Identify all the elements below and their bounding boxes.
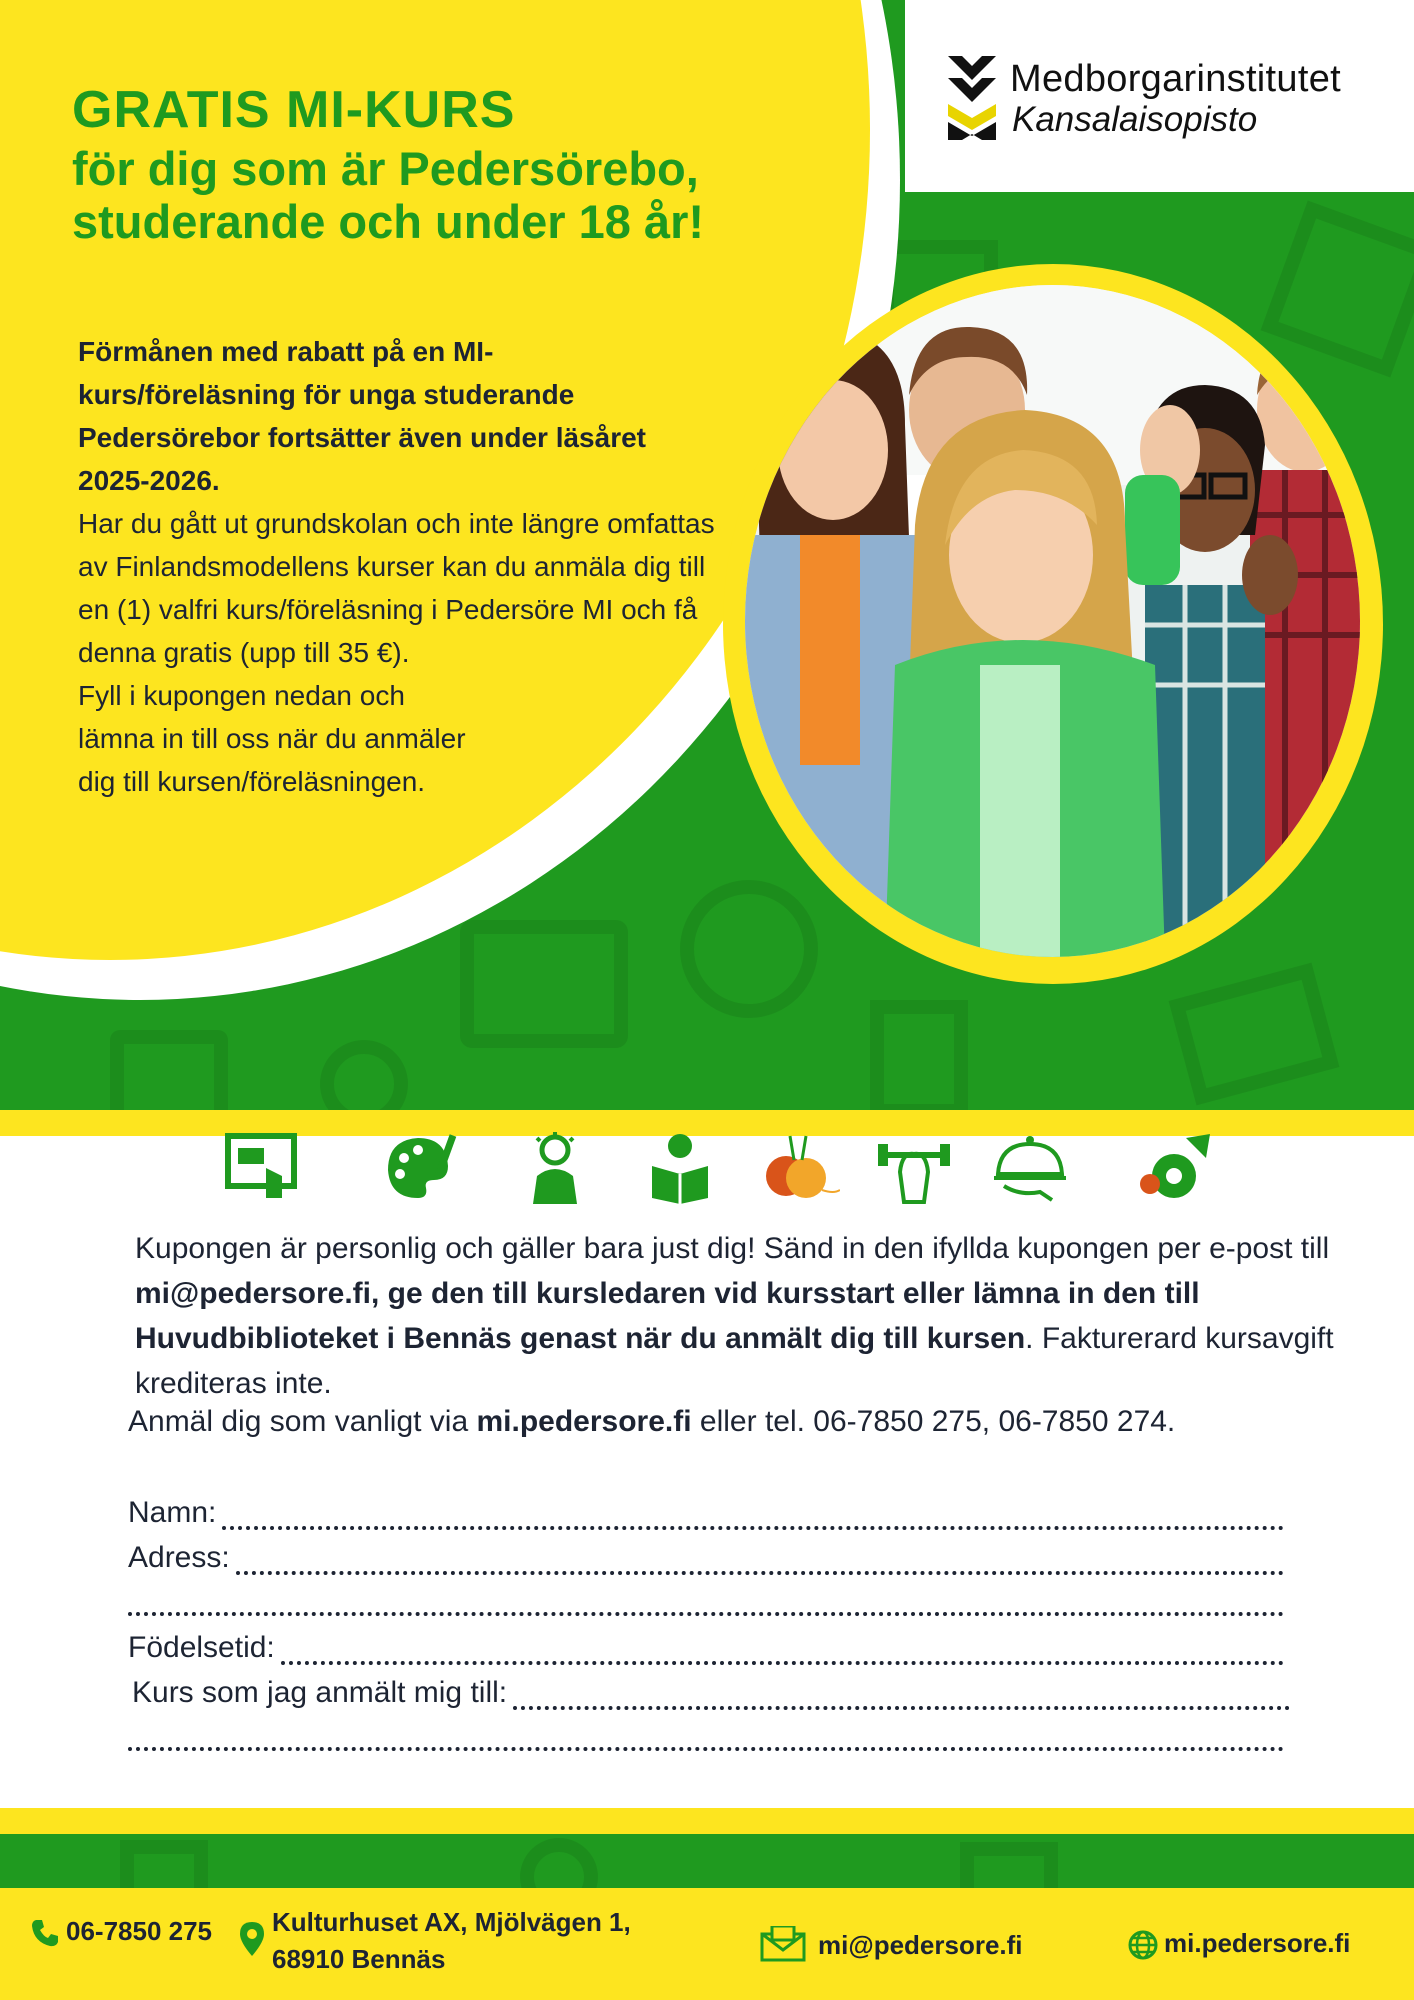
course-field-line-2[interactable] <box>128 1721 1284 1751</box>
footer-website[interactable]: mi.pedersore.fi <box>1164 1928 1351 1958</box>
pattern-shape <box>680 880 818 1018</box>
body-paragraph-2-line-2: lämna in till oss när du anmäler <box>78 723 466 754</box>
palette-icon <box>382 1132 462 1204</box>
yellow-stripe-bottom <box>0 1808 1414 1834</box>
logo-name: Medborgarinstitutet <box>1010 58 1341 100</box>
green-pattern-band <box>0 1834 1414 1888</box>
info-bold-2: mi.pedersore.fi <box>476 1405 692 1438</box>
footer-phone[interactable]: 06-7850 275 <box>66 1916 213 1946</box>
info-text-2: . Fakturerard kursavgift krediteras inte. <box>135 1322 1334 1400</box>
location-pin-icon <box>240 1922 264 1956</box>
footer-address <box>272 1904 631 1978</box>
footer-address-line-1: Kulturhuset AX, Mjölvägen 1, <box>272 1907 631 1937</box>
form-label-course: Kurs som jag anmält mig till: <box>132 1676 508 1709</box>
footer-email[interactable]: mi@pedersore.fi <box>818 1930 1023 1960</box>
info-text-1: Kupongen är personlig och gäller bara just dig! Sänd in den ifyllda kupongen per e-post till <box>135 1232 1330 1265</box>
pattern-shape <box>870 1000 968 1110</box>
pattern-shape <box>110 1030 228 1110</box>
info-bold-1: mi@pedersore.fi, ge den till kursledaren vid kursstart eller lämna in den till Huvudbiblioteket i Bennäs genast när du anmält dig till kursen <box>135 1277 1200 1355</box>
logo-icon <box>948 56 996 140</box>
headline-title: GRATIS MI-KURS <box>72 81 516 139</box>
form-row-address-extra <box>128 1586 1284 1616</box>
course-field[interactable] <box>513 1680 1290 1710</box>
form-row-course <box>132 1676 1290 1710</box>
pattern-shape <box>120 1840 208 1888</box>
body-paragraph-2-line-1: Fyll i kupongen nedan och <box>78 680 405 711</box>
sports-ball-icon <box>1134 1132 1214 1204</box>
address-field[interactable] <box>236 1545 1284 1575</box>
pattern-shape <box>960 1842 1058 1888</box>
computer-touch-icon <box>222 1132 302 1204</box>
registration-info <box>128 1405 1408 1439</box>
info-text-4: eller tel. 06-7850 275, 06-7850 274. <box>691 1405 1176 1438</box>
form-label-address: Adress: <box>128 1541 230 1574</box>
pattern-shape <box>1261 201 1414 378</box>
logo-subtitle: Kansalaisopisto <box>1012 100 1258 139</box>
form-row-address <box>128 1541 1284 1575</box>
idea-person-icon <box>515 1132 595 1204</box>
headline-subtitle: för dig som är Pedersörebo, studerande och under 18 år! <box>72 142 705 248</box>
pattern-shape <box>320 1040 408 1110</box>
name-field[interactable] <box>222 1500 1284 1530</box>
phone-icon <box>30 1918 60 1948</box>
form-row-name <box>128 1496 1284 1530</box>
info-text-3: Anmäl dig som vanligt via <box>128 1405 477 1438</box>
birth-field[interactable] <box>281 1635 1284 1665</box>
body-text <box>78 502 718 803</box>
body-paragraph-1: Har du gått ut grundskolan och inte längre omfattas av Finlandsmodellens kurser kan du anmäla dig till en (1) valfri kurs/föreläsning i Pedersöre MI och få denna gratis (upp till 35 €). <box>78 508 715 668</box>
form-row-course-extra <box>128 1721 1284 1751</box>
form-label-name: Namn: <box>128 1496 217 1529</box>
yarn-icon <box>760 1132 840 1204</box>
body-paragraph-2-line-3: dig till kursen/föreläsningen. <box>78 766 426 797</box>
form-label-birth: Födelsetid: <box>128 1631 275 1664</box>
footer-address-line-2: 68910 Bennäs <box>272 1944 446 1974</box>
pattern-shape <box>460 920 628 1048</box>
address-field-line-2[interactable] <box>128 1586 1284 1616</box>
fitness-icon <box>874 1132 954 1204</box>
lead-paragraph: Förmånen med rabatt på en MI-kurs/föreläsning för unga studerande Pedersörebor fortsätter även under läsåret 2025-2026. <box>78 336 646 496</box>
cooking-cloche-icon <box>990 1132 1070 1204</box>
students-illustration <box>745 285 1360 957</box>
pattern-shape <box>520 1838 598 1888</box>
email-icon <box>760 1926 806 1962</box>
students-photo <box>745 285 1360 957</box>
pattern-shape <box>1169 963 1340 1106</box>
globe-icon <box>1128 1930 1158 1960</box>
form-row-birth <box>128 1631 1284 1665</box>
coupon-info <box>135 1226 1385 1406</box>
reading-person-icon <box>640 1132 720 1204</box>
